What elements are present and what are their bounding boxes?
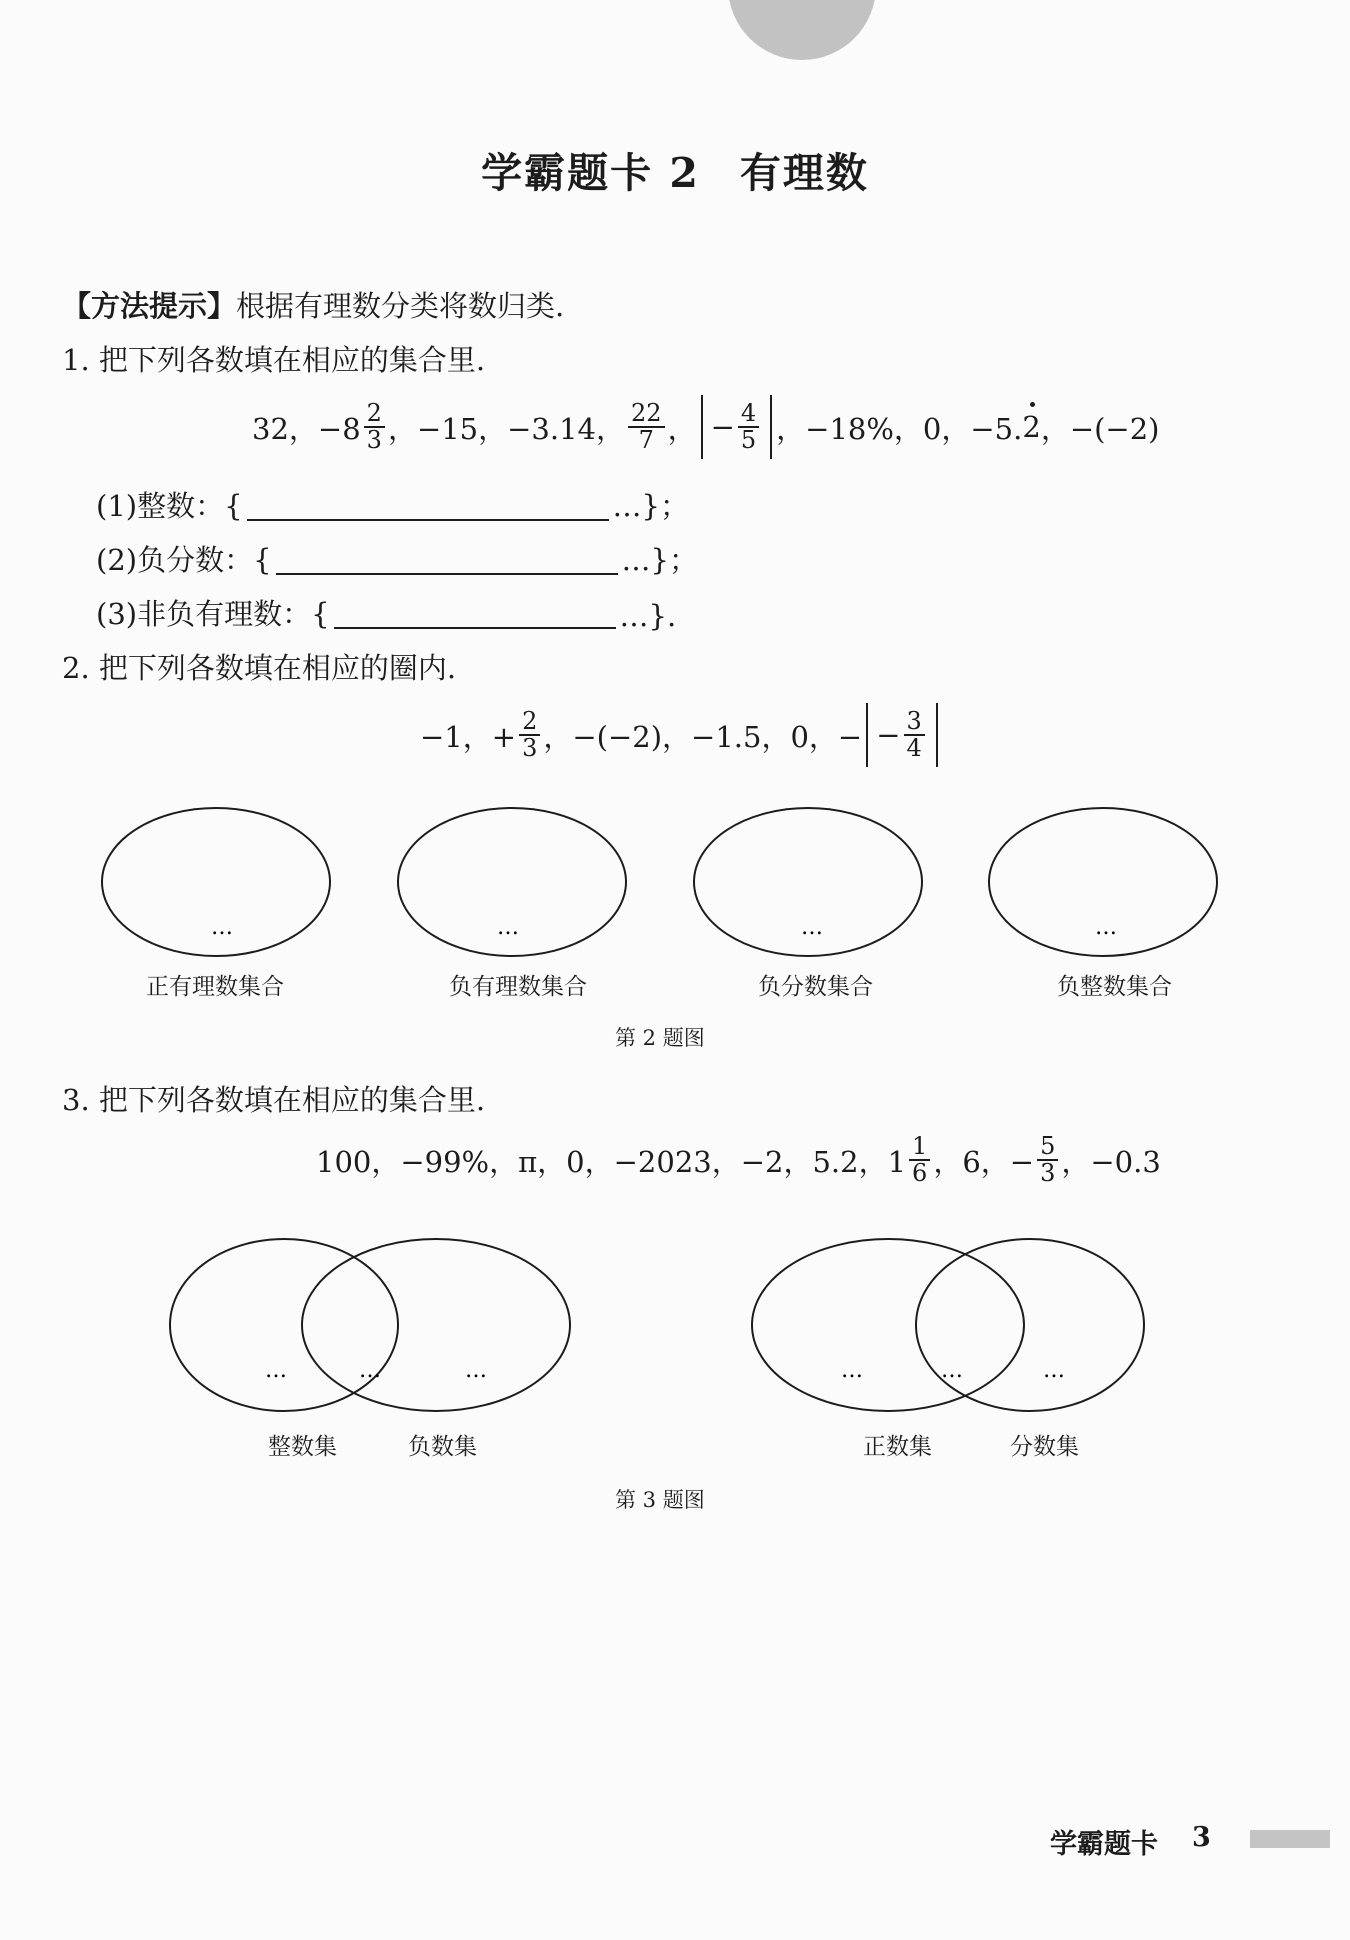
page-title (0, 140, 1350, 199)
title-card-number: 学霸题卡 2 (481, 149, 700, 197)
fraction: $\frac{2}{3}$ (519, 709, 540, 761)
q1-prompt: 1. 把下列各数填在相应的集合里. (62, 343, 486, 377)
page-number: 3 (1192, 1822, 1211, 1853)
oval-dots: … (801, 915, 823, 940)
venn-integers-circle[interactable] (170, 1239, 398, 1411)
answer-blank[interactable] (247, 489, 609, 521)
q3-prompt: 3. 把下列各数填在相应的集合里. (62, 1083, 486, 1117)
hint-tag: 【方法提示】 (62, 289, 237, 323)
q3-venn-diagrams (0, 1225, 1350, 1425)
venn-positives-circle[interactable] (752, 1239, 1024, 1411)
page-tab-decoration (728, 0, 876, 60)
q1-item-negative-fractions: (2)负分数：{ …}； (96, 543, 698, 577)
oval-dots: … (497, 915, 519, 940)
oval-label: 正有理数集合 (146, 974, 284, 1000)
absolute-value: − $\frac{3}{4}$ (866, 703, 938, 767)
q1-item-integers: (1)整数：{ …}； (96, 489, 689, 523)
title-topic: 有理数 (739, 149, 869, 197)
q2-prompt: 2. 把下列各数填在相应的圈内. (62, 651, 457, 685)
oval-label: 负有理数集合 (449, 974, 587, 1000)
q3-number-list: 100，−99%，π，0，−2023，−2，5.2，1 $\frac{1}{6}$ ，6，− $\frac{5}{3}$ ，−0.3 (316, 1132, 1161, 1188)
fraction: $\frac{22}{7}$ (628, 401, 665, 453)
figure-caption: 第 3 题图 (615, 1488, 705, 1512)
venn-dots: … (265, 1358, 287, 1383)
answer-blank[interactable] (334, 597, 616, 629)
fraction: $\frac{2}{3}$ (364, 401, 385, 453)
venn-dots: … (841, 1358, 863, 1383)
oval-dots: … (1095, 915, 1117, 940)
venn-label: 负数集 (408, 1434, 477, 1460)
q1-number-list: 32，−8 $\frac{2}{3}$ ，−15，−3.14， $\frac{22}{7}$ ， − $\frac{4}{5}$ ，−18%，0，−5. 2 ，−(−2) (252, 395, 1160, 459)
answer-blank[interactable] (276, 543, 618, 575)
venn-label: 分数集 (1010, 1434, 1079, 1460)
figure-caption: 第 2 题图 (615, 1026, 705, 1050)
venn-dots: … (465, 1358, 487, 1383)
hint-text: 根据有理数分类将数归类. (236, 289, 565, 323)
fraction: $\frac{1}{6}$ (909, 1134, 930, 1186)
oval-label: 负分数集合 (758, 974, 873, 1000)
fraction: $\frac{5}{3}$ (1037, 1134, 1058, 1186)
oval-dots: … (211, 915, 233, 940)
venn-fractions-circle[interactable] (916, 1239, 1144, 1411)
oval-label: 负整数集合 (1057, 974, 1172, 1000)
venn-label: 正数集 (863, 1434, 932, 1460)
footer-label: 学霸题卡 (1050, 1829, 1158, 1860)
q1-item-nonnegative-rationals: (3)非负有理数：{ …}. (96, 597, 677, 633)
venn-dots: … (359, 1358, 381, 1383)
footer-bar-decoration (1250, 1830, 1330, 1848)
absolute-value: − $\frac{4}{5}$ (701, 395, 773, 459)
venn-dots: … (1043, 1358, 1065, 1383)
repeating-digit: 2 (1022, 410, 1041, 445)
method-hint (62, 284, 564, 325)
venn-label: 整数集 (268, 1434, 337, 1460)
venn-dots: … (941, 1358, 963, 1383)
q2-number-list: −1，+ $\frac{2}{3}$ ，−(−2)，−1.5，0，− − $\frac{3}{4}$ (420, 703, 942, 767)
venn-negatives-circle[interactable] (302, 1239, 570, 1411)
